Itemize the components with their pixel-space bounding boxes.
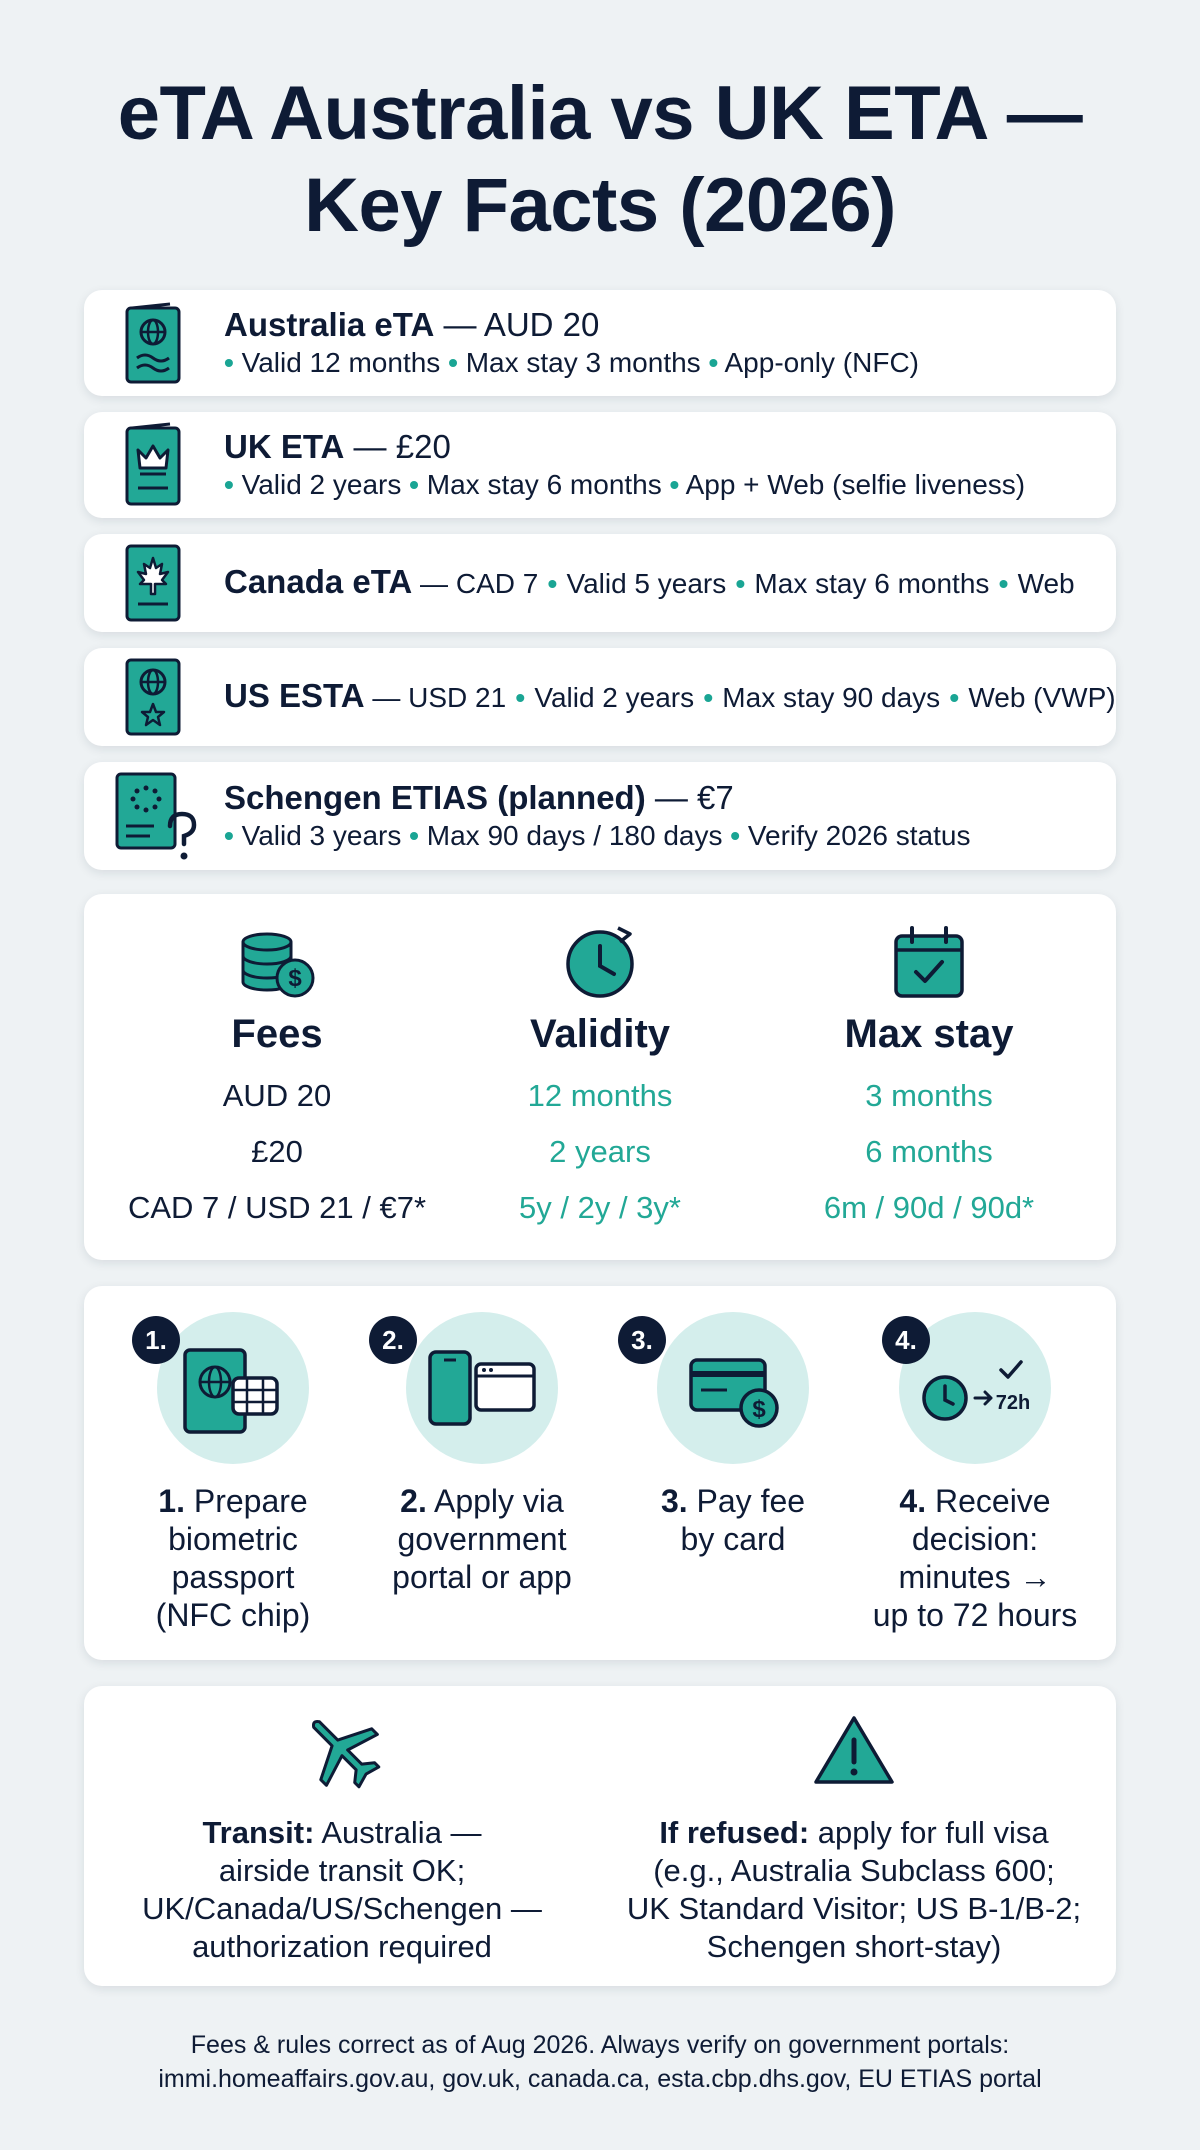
visa-card-schengen (84, 762, 1116, 870)
step-badge: 2. (369, 1316, 417, 1364)
fees-value: £20 (251, 1134, 303, 1169)
visa-fee: AUD 20 (483, 306, 600, 343)
step-badge: 3. (618, 1316, 666, 1364)
passport-globe-icon (124, 302, 182, 391)
page-title (0, 68, 1200, 252)
airplane-icon (300, 1708, 384, 1797)
passport-crown-icon (124, 422, 182, 513)
transit-text: Transit: Australia — airside transit OK; UK/Canada/US/Schengen — authorization required (142, 1815, 542, 1964)
step-text: 4. Receive decision: minutes → up to 72 hours (872, 1483, 1078, 1633)
visa-text (224, 676, 1116, 718)
steps-card (84, 1286, 1116, 1660)
visa-text (224, 778, 1096, 854)
refused-label: If refused: (659, 1815, 810, 1850)
comparison-card (84, 894, 1116, 1260)
coins-dollar-icon (237, 924, 317, 1005)
max-stay-value: 6 months (865, 1134, 993, 1169)
visa-fee: USD 21 (408, 682, 507, 713)
visa-details: • Valid 2 years • Max stay 6 months • App + Web (selfie liveness) (224, 469, 1026, 500)
transit-refused-card (84, 1686, 1116, 1986)
validity-value: 12 months (527, 1078, 673, 1113)
fees-value: AUD 20 (222, 1078, 332, 1113)
visa-details: • Valid 3 years • Max 90 days / 180 days • Verify 2026 status (224, 820, 971, 851)
visa-fee: CAD 7 (455, 568, 539, 599)
step-text: 2. Apply via government portal or app (392, 1483, 572, 1595)
step-text: 3. Pay fee by card (660, 1483, 806, 1557)
refused-text: If refused: apply for full visa (e.g., Australia Subclass 600; UK Standard Visitor; US B-1/B-2; Schengen short-stay) (626, 1815, 1082, 1964)
passport-star-icon (124, 656, 182, 743)
fees-value: CAD 7 / USD 21 / €7* (127, 1190, 427, 1225)
visa-title: UK ETA — £20 (224, 428, 451, 465)
passport-maple-icon (124, 542, 182, 629)
footer-note (0, 2028, 1200, 2096)
passport-eu-question-icon (114, 770, 198, 867)
footer-line-2: immi.homeaffairs.gov.au, gov.uk, canada.ca, esta.cbp.dhs.gov, EU ETIAS portal (158, 2065, 1042, 2093)
visa-card-australia (84, 290, 1116, 396)
visa-text (224, 562, 1096, 604)
phone-browser-icon (426, 1348, 538, 1433)
clock-icon (562, 924, 638, 1005)
visa-name: Schengen ETIAS (planned) (224, 779, 646, 816)
visa-title: US ESTA — USD 21 • Valid 2 years • Max stay 90 days • Web (VWP) (224, 677, 1116, 714)
svg-text:$: $ (288, 965, 302, 992)
visa-card-uk (84, 412, 1116, 518)
step-badge: 4. (882, 1316, 930, 1364)
fees-heading: Fees (231, 1012, 323, 1056)
visa-fee: £20 (395, 428, 451, 465)
title-line-1: eTA Australia vs UK ETA — (117, 71, 1083, 156)
visa-text (224, 427, 1096, 503)
warning-icon (812, 1712, 896, 1793)
validity-value: 5y / 2y / 3y* (519, 1190, 681, 1225)
title-line-2: Key Facts (2026) (304, 163, 896, 248)
svg-text:$: $ (752, 1396, 766, 1423)
validity-heading: Validity (529, 1012, 671, 1056)
validity-value: 2 years (549, 1134, 651, 1169)
calendar-check-icon (892, 924, 966, 1005)
visa-name: UK ETA (224, 428, 345, 465)
visa-title: Australia eTA — AUD 20 (224, 306, 600, 343)
visa-fee: €7 (697, 779, 734, 816)
step-text: 1. Prepare biometric passport (NFC chip) (155, 1483, 311, 1633)
visa-name: US ESTA (224, 677, 365, 714)
visa-text (224, 305, 1096, 381)
visa-title: Canada eTA — CAD 7 • Valid 5 years • Max stay 6 months • Web (224, 563, 1075, 600)
visa-card-canada (84, 534, 1116, 632)
visa-card-us (84, 648, 1116, 746)
footer-line-1: Fees & rules correct as of Aug 2026. Always verify on government portals: (190, 2031, 1010, 2059)
max-stay-value: 3 months (865, 1078, 993, 1113)
clock-arrow-check-icon (921, 1354, 1033, 1433)
passport-chip-icon (175, 1344, 291, 1445)
visa-name: Canada eTA (224, 563, 413, 600)
credit-card-icon (687, 1356, 783, 1437)
step-badge: 1. (132, 1316, 180, 1364)
visa-title: Schengen ETIAS (planned) — €7 (224, 779, 734, 816)
visa-name: Australia eTA (224, 306, 435, 343)
transit-label: Transit: (202, 1815, 315, 1850)
max-stay-value: 6m / 90d / 90d* (823, 1190, 1035, 1225)
max-stay-heading: Max stay (844, 1012, 1014, 1056)
icon-72h-label: 72h (995, 1392, 1031, 1414)
visa-details: • Valid 12 months • Max stay 3 months • App-only (NFC) (224, 347, 919, 378)
